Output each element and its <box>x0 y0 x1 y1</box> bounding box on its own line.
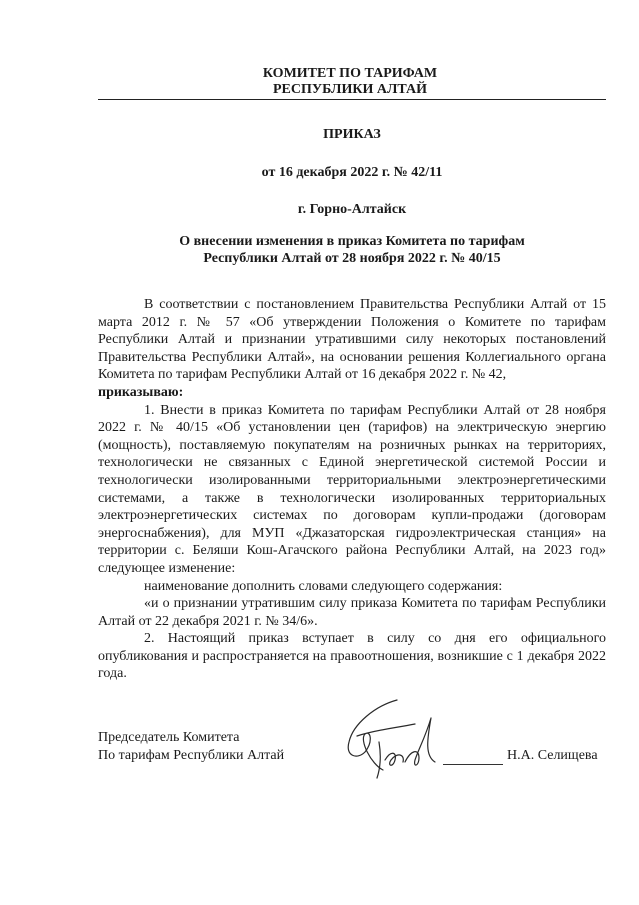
org-name-line1: КОМИТЕТ ПО ТАРИФАМ <box>262 66 438 81</box>
preamble-text: В соответствии с постановлением Правительства Республики Алтай от 15 марта 2012 г. № 57 «Об утверждении Положения о Комитете по тарифам Республики Алтай и признании утратившими силу некоторых постановлений Правительства Республики Алтай», на основании решения Коллегиального органа Комитета по тарифам Республики Алтай от 16 декабря 2022 г. № 42, <box>98 297 606 383</box>
order-subject <box>98 233 606 267</box>
signatory-position-line1: Председатель Комитета <box>98 730 240 745</box>
body-paragraph-quote: «и о признании утратившим силу приказа Комитета по тарифам Республики Алтай от 22 декабря 2021 г. № 34/6». <box>98 596 606 629</box>
body-paragraph-item2: 2. Настоящий приказ вступает в силу со дня его официального опубликования и распространяется на правоотношения, возникшие с 1 декабря 2022 года. <box>98 631 606 682</box>
signatory-position <box>98 729 284 765</box>
document-header <box>0 66 639 98</box>
order-title: ПРИКАЗ <box>323 127 381 142</box>
body-paragraph-amendment: наименование дополнить словами следующего содержания: <box>144 578 503 594</box>
order-date-number: от 16 декабря 2022 г. № 42/11 <box>261 165 443 180</box>
order-subject-line2: Республики Алтай от 28 ноября 2022 г. № 40/15 <box>203 251 501 266</box>
signatory-position-line2: По тарифам Республики Алтай <box>98 748 285 763</box>
order-city: г. Горно-Алтайск <box>297 202 407 217</box>
order-body <box>98 296 606 683</box>
order-subject-line1: О внесении изменения в приказ Комитета по тарифам <box>179 234 525 249</box>
handwritten-signature-icon <box>335 690 455 790</box>
body-paragraph-preamble <box>98 296 606 402</box>
org-name-line2: РЕСПУБЛИКИ АЛТАЙ <box>272 82 428 97</box>
signature-line <box>443 764 503 765</box>
signatory-name: Н.А. Селищева <box>507 748 598 763</box>
body-paragraph-item1: 1. Внести в приказ Комитета по тарифам Республики Алтай от 28 ноября 2022 г. № 40/15 «Об установлении цен (тарифов) на электрическую энергию (мощность), поставляемую покупателям на розничных рынках на территориях, технологически не связанных с Единой энергетической системой России и технологически изолированными территориальными электроэнергетическими системами, а также в технологически изолированных территориальных электроэнергетических системах по договорам купли-продажи (договорам энергоснабжения), для МУП «Джазаторская гидроэлектрическая станция» на территории с. Беляши Кош-Агачского района Республики Алтай, на 2023 год» следующее изменение: <box>98 402 606 576</box>
order-directive: приказываю: <box>98 384 184 400</box>
header-divider <box>98 99 606 100</box>
